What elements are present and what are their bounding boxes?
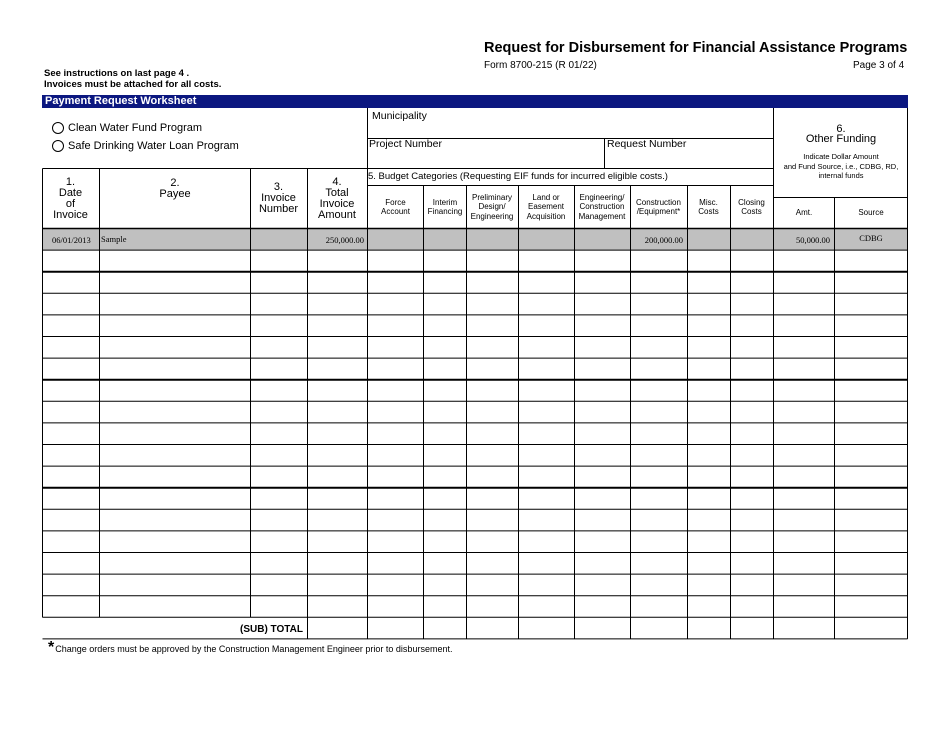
radio-button[interactable]: [52, 140, 64, 152]
clean-water-label: Clean Water Fund Program: [68, 122, 203, 134]
other-source-header: Source: [858, 208, 884, 218]
payee-column-header: 2. Payee: [159, 176, 191, 200]
sample-total: 250,000.00: [325, 235, 364, 245]
sample-construction: 200,000.00: [644, 235, 683, 245]
sample-date: 06/01/2013: [52, 235, 91, 245]
attachments-note: Invoices must be attached for all costs.: [44, 79, 222, 90]
sample-payee: Sample: [101, 234, 127, 244]
section-band: Payment Request Worksheet: [42, 95, 908, 108]
form-title: Request for Disbursement for Financial Assistance Programs: [484, 40, 908, 56]
land-acquisition-header: Land or Easement Acquisition: [526, 192, 566, 221]
closing-costs-header: Closing Costs: [738, 197, 765, 216]
date-column-header: 1. Date of Invoice: [53, 175, 88, 221]
radio-button[interactable]: [52, 122, 64, 134]
total-amount-column-header: 4. Total Invoice Amount: [318, 175, 356, 221]
project-number-label: Project Number: [369, 138, 442, 150]
safe-drinking-water-option[interactable]: [52, 140, 239, 152]
other-funding-number: 6.: [836, 123, 846, 135]
page-number: Page 3 of 4: [853, 60, 905, 71]
footnote-star: *: [48, 639, 55, 656]
other-funding-note: Indicate Dollar Amount and Fund Source, i.e., CDBG, RD, internal funds: [783, 152, 899, 180]
other-funding-title: Other Funding: [805, 133, 877, 145]
budget-categories-header: 5. Budget Categories (Requesting EIF funds for incurred eligible costs.): [368, 171, 668, 182]
construction-management-header: Engineering/ Construction Management: [578, 192, 626, 221]
request-number-label: Request Number: [607, 138, 687, 150]
form-number: Form 8700-215 (R 01/22): [484, 60, 597, 71]
interim-financing-header: Interim Financing: [427, 197, 463, 216]
sample-other-source: CDBG: [859, 233, 883, 243]
municipality-label: Municipality: [372, 110, 427, 122]
misc-costs-header: Misc. Costs: [698, 197, 719, 216]
instructions-note: See instructions on last page 4 .: [44, 68, 190, 79]
subtotal-label: (SUB) TOTAL: [240, 624, 303, 635]
sample-other-amount: 50,000.00: [796, 235, 830, 245]
clean-water-option[interactable]: [52, 122, 202, 134]
construction-equipment-header: Construction /Equipment*: [636, 197, 681, 216]
invoice-number-column-header: 3. Invoice Number: [258, 181, 299, 215]
safe-drinking-water-label: Safe Drinking Water Loan Program: [68, 140, 239, 152]
footnote-text: Change orders must be approved by the Construction Management Engineer prior to disbursement.: [55, 644, 453, 654]
other-amount-header: Amt.: [795, 208, 813, 218]
footnote: [48, 639, 453, 656]
force-account-header: Force Account: [381, 197, 410, 216]
preliminary-design-header: Preliminary Design/ Engineering: [470, 192, 514, 221]
